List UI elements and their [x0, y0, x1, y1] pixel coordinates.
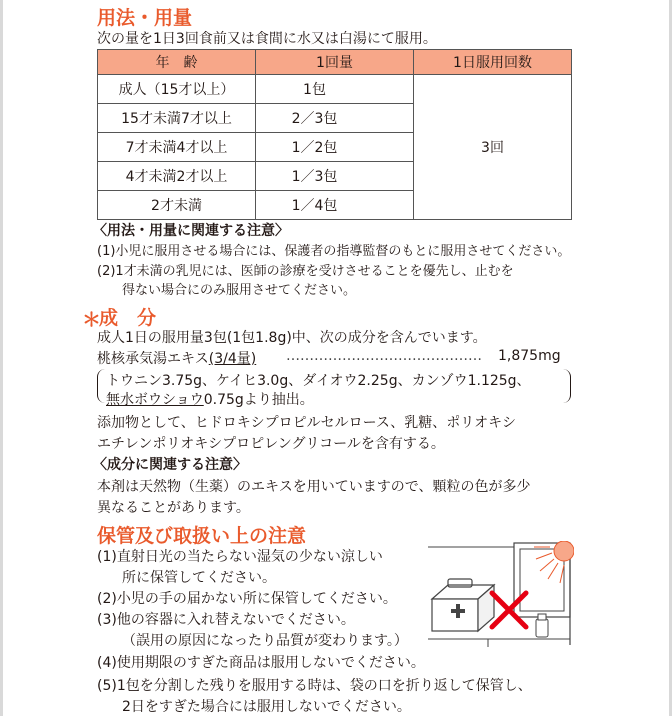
crude-drugs-line1: トウニン3.75g、ケイヒ3.0g、ダイオウ2.25g、カンゾウ1.125g、	[106, 373, 531, 389]
crude-drug-rest: 0.75gより抽出。	[203, 392, 314, 408]
first-aid-box-icon	[432, 579, 494, 631]
sun-icon	[534, 541, 574, 583]
usage-note-2-line1: (2)1才未満の乳児には、医師の診療を受けさせることを優先し、止むを	[97, 264, 514, 279]
dose-cell: 1／3包	[256, 162, 414, 191]
extract-fraction: (3/4量)	[208, 351, 257, 367]
storage-item-1-line2: 所に保管してください。	[122, 570, 276, 586]
storage-item-1-line1: (1)直射日光の当たらない湿気の少ない涼しい	[97, 549, 383, 565]
dose-cell: 1／2包	[256, 133, 414, 162]
bottle-icon	[536, 614, 548, 637]
storage-heading: 保管及び取扱い上の注意	[97, 525, 307, 547]
storage-item-3-line2: （誤用の原因になったり品質が変わります。）	[122, 633, 408, 649]
additives-line1: 添加物として、ヒドロキシプロピルセルロース、乳糖、ポリオキシ	[97, 415, 517, 431]
extract-leader: ……………………………………	[286, 348, 482, 364]
left-page-edge	[0, 0, 3, 716]
usage-intro: 次の量を1日3回食前又は食間に水又は白湯にて服用。	[97, 31, 437, 47]
crude-drugs-line2	[106, 389, 314, 409]
storage-item-4: (4)使用期限のすぎた商品は服用しないでください。	[97, 655, 425, 671]
ingredients-heading: 成 分	[99, 307, 157, 329]
storage-item-3-line1: (3)他の容器に入れ替えないでください。	[97, 612, 355, 628]
crude-drug-name: 無水ボウショウ	[106, 392, 204, 408]
dosage-table	[97, 49, 572, 220]
ingredients-notes-heading: 〈成分に関連する注意〉	[93, 457, 247, 473]
ingredients-note-line2: 異なることがあります。	[97, 500, 250, 516]
extract-name: 桃核承気湯エキス	[97, 351, 209, 367]
dose-cell: 1／4包	[256, 191, 414, 220]
storage-item-5-line2: 2日をすぎた場合には服用しないでください。	[122, 699, 411, 715]
usage-note-2-line2: 得ない場合にのみ服用させてください。	[122, 283, 357, 298]
header-times: 1日服用回数	[414, 50, 572, 75]
header-age: 年 齢	[98, 50, 256, 75]
dose-cell: 2／3包	[256, 104, 414, 133]
dose-cell: 1包	[256, 75, 414, 104]
usage-notes-heading: 〈用法・用量に関連する注意〉	[93, 223, 289, 239]
ingredients-asterisk: ＊	[82, 309, 102, 331]
age-cell: 4才未満2才以上	[98, 162, 256, 191]
age-cell: 15才未満7才以上	[98, 104, 256, 133]
age-cell: 成人（15才以上）	[98, 75, 256, 104]
age-cell: 7才未満4才以上	[98, 133, 256, 162]
usage-note-1: (1)小児に服用させる場合には、保護者の指導監督のもとに服用させてください。	[97, 244, 571, 259]
header-dose: 1回量	[256, 50, 414, 75]
prohibited-x-icon	[492, 593, 526, 627]
age-cell: 2才未満	[98, 191, 256, 220]
storage-illustration	[428, 541, 574, 647]
storage-item-5-line1: (5)1包を分割した残りを服用する時は、袋の口を折り返して保管し、	[97, 678, 532, 694]
usage-heading: 用法・用量	[97, 7, 193, 29]
storage-item-2: (2)小児の手の届かない所に保管してください。	[97, 591, 397, 607]
extract-line	[97, 348, 256, 368]
times-cell: 3回	[414, 75, 572, 220]
ingredients-note-line1: 本剤は天然物（生薬）のエキスを用いていますので、顆粒の色が多少	[97, 479, 531, 495]
additives-line2: エチレンポリオキシプロピレングリコールを含有する。	[97, 436, 445, 452]
ingredients-line1: 成人1日の服用量3包(1包1.8g)中、次の成分を含んでいます。	[97, 330, 487, 346]
extract-amount: 1,875mg	[498, 348, 561, 364]
table-row	[98, 75, 572, 104]
